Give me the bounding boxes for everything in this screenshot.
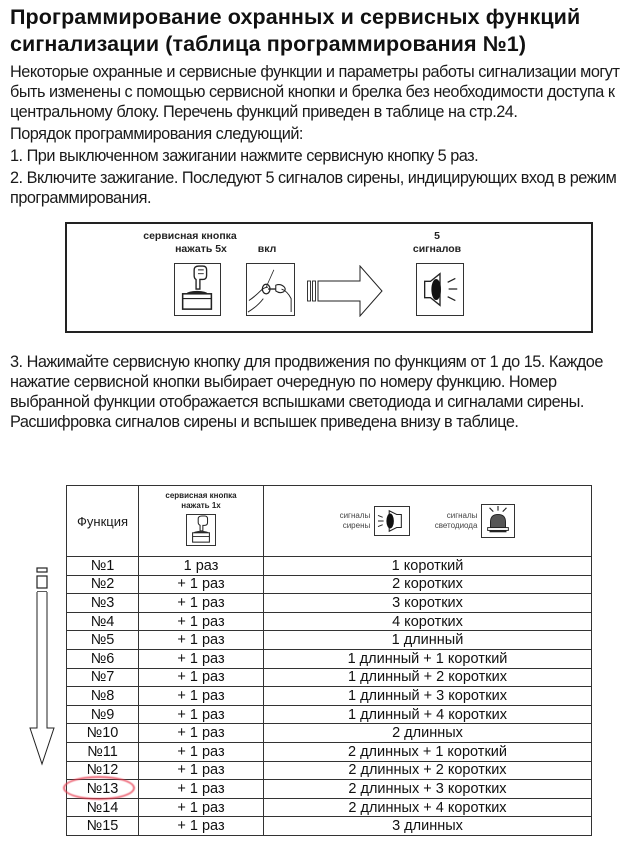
siren-signals-group	[340, 506, 411, 536]
service-button-icon	[186, 514, 216, 546]
cell-function: №9	[67, 705, 139, 724]
down-arrow-icon	[28, 566, 64, 766]
cell-function: №1	[67, 557, 139, 576]
cell-signal: 1 длинный	[264, 631, 592, 650]
cell-signal: 2 длинных + 4 коротких	[264, 798, 592, 817]
cell-function: №3	[67, 594, 139, 613]
intro-paragraph: Некоторые охранные и сервисные функции и параметры работы сигнализации могут быть изменены с помощью сервисной кнопки и брелка без необходимости доступа к центральному блоку. Перечень функций приведен в таблице на стр.24.	[10, 63, 620, 121]
led-beacon-icon	[481, 504, 515, 538]
table-row	[67, 668, 592, 687]
row-13-highlight-circle	[63, 776, 135, 800]
cell-press: + 1 раз	[139, 761, 264, 780]
diagram-button-label	[125, 230, 255, 256]
programming-entry-diagram	[65, 222, 593, 333]
cell-signal: 4 коротких	[264, 612, 592, 631]
table-row	[67, 817, 592, 836]
cell-press: + 1 раз	[139, 668, 264, 687]
siren-icon	[374, 506, 410, 536]
cell-signal: 1 длинный + 1 короткий	[264, 649, 592, 668]
diagram-signals-label	[402, 230, 472, 256]
siren-icon	[416, 263, 464, 316]
cell-function: №11	[67, 742, 139, 761]
table-row	[67, 649, 592, 668]
table-row	[67, 724, 592, 743]
cell-signal: 1 длинный + 3 коротких	[264, 687, 592, 706]
cell-function: №2	[67, 575, 139, 594]
led-signals-label	[435, 511, 478, 531]
step-1: 1. При выключенном зажигании нажмите сервисную кнопку 5 раз.	[10, 147, 479, 165]
table-row	[67, 631, 592, 650]
cell-signal: 2 длинных + 1 короткий	[264, 742, 592, 761]
cell-function: №8	[67, 687, 139, 706]
cell-press: + 1 раз	[139, 575, 264, 594]
cell-signal: 2 длинных + 3 коротких	[264, 780, 592, 799]
cell-signal: 3 коротких	[264, 594, 592, 613]
cell-function: №6	[67, 649, 139, 668]
led-signals-group	[435, 504, 516, 538]
cell-signal: 3 длинных	[264, 817, 592, 836]
cell-signal: 2 длинных + 2 коротких	[264, 761, 592, 780]
table-row	[67, 594, 592, 613]
table-row	[67, 798, 592, 817]
cell-press: + 1 раз	[139, 798, 264, 817]
header-function: Функция	[67, 486, 139, 557]
signals-count: 5	[434, 230, 440, 242]
table-header-row	[67, 486, 592, 557]
ignition-key-icon	[246, 263, 295, 316]
table-row	[67, 761, 592, 780]
table-row	[67, 742, 592, 761]
button-label-line2: нажать 5х	[175, 243, 227, 255]
siren-label-line1: сигналы	[339, 511, 371, 520]
cell-signal: 1 длинный + 4 коротких	[264, 705, 592, 724]
table-row	[67, 780, 592, 799]
header-button-label-1: сервисная кнопка	[165, 491, 237, 500]
siren-label-line2: сирены	[342, 521, 371, 530]
cell-function: №5	[67, 631, 139, 650]
table-row	[67, 575, 592, 594]
button-label-line1: сервисная кнопка	[143, 230, 237, 242]
table-row	[67, 612, 592, 631]
signals-word: сигналов	[412, 243, 462, 255]
cell-signal: 1 короткий	[264, 557, 592, 576]
cell-press: + 1 раз	[139, 780, 264, 799]
cell-function: №13	[67, 780, 139, 799]
arrow-right-icon	[307, 265, 383, 317]
cell-signal: 2 длинных	[264, 724, 592, 743]
cell-press: + 1 раз	[139, 817, 264, 836]
step-2: 2. Включите зажигание. Последуют 5 сигналов сирены, индицирующих вход в режим программирования.	[10, 169, 617, 207]
table-body	[67, 557, 592, 836]
cell-function: №12	[67, 761, 139, 780]
cell-press: + 1 раз	[139, 705, 264, 724]
led-label-line2: светодиода	[434, 521, 478, 530]
cell-press: 1 раз	[139, 557, 264, 576]
order-heading: Порядок программирования следующий:	[10, 125, 303, 143]
table-row	[67, 557, 592, 576]
cell-function: №7	[67, 668, 139, 687]
cell-function: №14	[67, 798, 139, 817]
cell-function: №10	[67, 724, 139, 743]
cell-press: + 1 раз	[139, 724, 264, 743]
cell-press: + 1 раз	[139, 594, 264, 613]
cell-press: + 1 раз	[139, 612, 264, 631]
page-title: Программирование охранных и сервисных функций сигнализации (таблица программирования №1)	[10, 5, 581, 56]
siren-signals-label	[340, 511, 371, 531]
header-service-button	[139, 486, 264, 557]
cell-press: + 1 раз	[139, 649, 264, 668]
cell-press: + 1 раз	[139, 631, 264, 650]
led-label-line1: сигналы	[446, 511, 478, 520]
table-row	[67, 687, 592, 706]
cell-signal: 2 коротких	[264, 575, 592, 594]
diagram-ignition-label: вкл	[257, 243, 277, 255]
cell-signal: 1 длинный + 2 коротких	[264, 668, 592, 687]
cell-press: + 1 раз	[139, 742, 264, 761]
programming-table	[66, 485, 592, 836]
header-signals	[264, 486, 592, 557]
step-3: 3. Нажимайте сервисную кнопку для продвижения по функциям от 1 до 15. Каждое нажатие сервисной кнопки выбирает очередную по номеру функцию. Номер выбранной функции отображается вспышками светодиода и сигналами сирены. Расшифровка сигналов сирены и вспышек приведена внизу в таблице.	[10, 353, 603, 431]
cell-press: + 1 раз	[139, 687, 264, 706]
service-button-icon	[174, 263, 221, 316]
cell-function: №4	[67, 612, 139, 631]
cell-function: №15	[67, 817, 139, 836]
table-row	[67, 705, 592, 724]
header-button-label-2: нажать 1х	[181, 501, 221, 510]
